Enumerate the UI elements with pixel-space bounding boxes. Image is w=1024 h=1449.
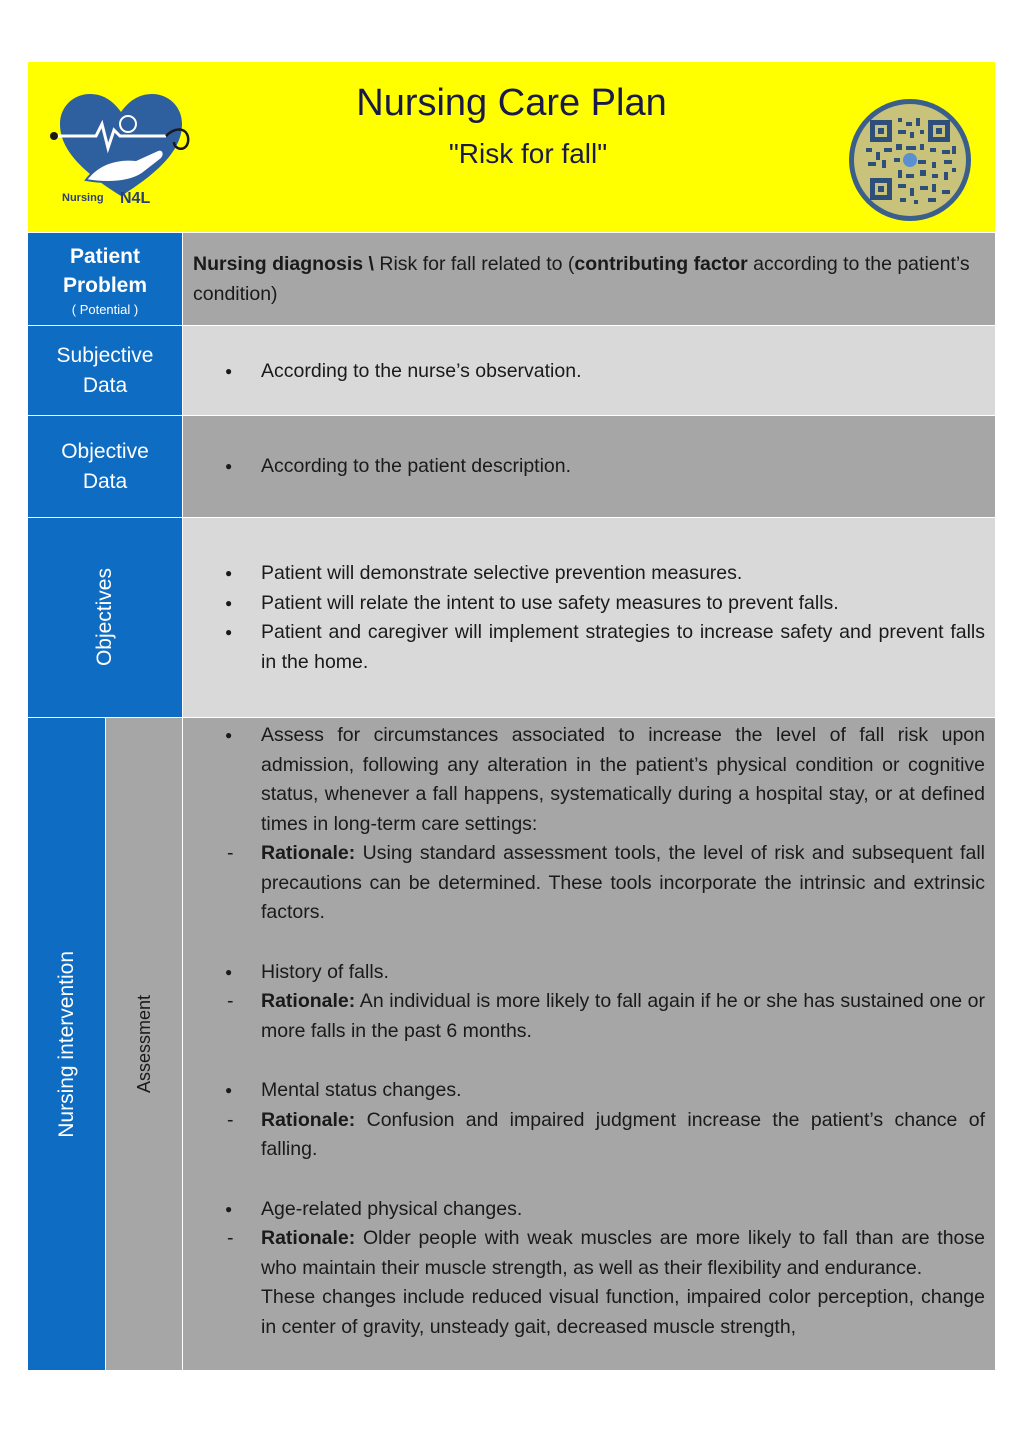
nursing-diagnosis-text (183, 233, 995, 309)
assessment-rationale (183, 1106, 995, 1165)
rationale-label: Rationale: (261, 1227, 356, 1249)
assessment-point: ● Mental status changes. (183, 1076, 995, 1106)
objective-goal-item: ● Patient and caregiver will implement strategies to increase safety and prevent falls in the home. (183, 618, 995, 677)
patient-problem-row (28, 232, 995, 325)
rationale-text: Using standard assessment tools, the level of risk and subsequent fall precautions can be determined. These tools incorporate the intrinsic and extrinsic factors. (261, 842, 985, 923)
assessment-label-text: Assessment (133, 994, 154, 1094)
objective-item: ● According to the patient description. (183, 452, 995, 482)
objective-data-label (28, 416, 182, 517)
objective-goal-item: ● Patient will demonstrate selective prevention measures. (183, 559, 995, 589)
assessment-rationale (183, 1224, 995, 1283)
objectives-cell (182, 518, 995, 717)
patient-problem-line2: Problem (62, 273, 148, 297)
rationale-text: Older people with weak muscles are more likely to fall than are those who maintain their muscle strength, as well as their flexibility and endurance. (261, 1227, 985, 1279)
objectives-label-text: Objectives (93, 568, 116, 667)
qr-code-icon (848, 98, 972, 222)
subjective-item: ● According to the nurse’s observation. (183, 357, 995, 387)
subjective-line1: Subjective (56, 343, 154, 367)
assessment-rationale (183, 839, 995, 928)
assessment-cell (182, 718, 995, 1370)
objective-line1: Objective (61, 439, 149, 463)
rationale-label: Rationale: (261, 990, 356, 1012)
patient-problem-note: ( Potential ) (71, 301, 139, 317)
subjective-data-label (28, 326, 182, 415)
nursing-intervention-row (28, 717, 995, 1370)
header-banner (28, 62, 995, 232)
objective-line2: Data (82, 469, 128, 493)
subjective-line2: Data (82, 373, 128, 397)
rationale-label: Rationale: (261, 1108, 356, 1131)
assessment-point: ● Assess for circumstances associated to increase the level of fall risk upon admission, following any alteration in the patient’s physical condition or cognitive status, whenever a fall happens, systematically during a hospital stay, or at defined times in long-term care settings: (183, 721, 995, 839)
diagnosis-bold: contributing factor (574, 253, 748, 275)
assessment-point: ● History of falls. (183, 958, 995, 988)
diagnosis-text2: according to the patient’s condition) (193, 253, 970, 305)
assessment-extra: These changes include reduced visual function, impaired color perception, change in center of gravity, unsteady gait, decreased muscle strength, (261, 1286, 985, 1338)
patient-problem-line1: Patient (69, 244, 140, 268)
nursing-diagnosis-cell (182, 233, 995, 325)
brand-code: N4L (120, 190, 151, 207)
rationale-text: Confusion and impaired judgment increase the patient’s chance of falling. (261, 1108, 985, 1160)
spacer (183, 928, 995, 958)
assessment-rationale (183, 987, 995, 1046)
subjective-data-row (28, 325, 995, 415)
page-subtitle: "Risk for fall" (448, 138, 608, 169)
subjective-data-cell (182, 326, 995, 415)
diagnosis-prefix: Nursing diagnosis \ (193, 253, 374, 275)
assessment-point: ● Age-related physical changes. (183, 1195, 995, 1225)
rationale-label: Rationale: (261, 842, 356, 864)
patient-problem-label (28, 233, 182, 325)
nursing-intervention-label (28, 718, 105, 1370)
rationale-text: An individual is more likely to fall again if he or she has sustained one or more falls in the past 6 months. (261, 990, 985, 1042)
page-title: Nursing Care Plan (356, 82, 667, 124)
spacer (183, 1046, 995, 1076)
nursing-intervention-label-text: Nursing intervention (54, 950, 78, 1138)
assessment-label (105, 718, 182, 1370)
diagnosis-text1: Risk for fall related to ( (373, 253, 575, 275)
objectives-row (28, 517, 995, 717)
objective-data-cell (182, 416, 995, 517)
objective-data-row (28, 415, 995, 517)
spacer (183, 1165, 995, 1195)
brand-name: Nursing (62, 192, 104, 204)
objectives-label (28, 518, 182, 717)
objective-goal-item: ● Patient will relate the intent to use safety measures to prevent falls. (183, 589, 995, 619)
